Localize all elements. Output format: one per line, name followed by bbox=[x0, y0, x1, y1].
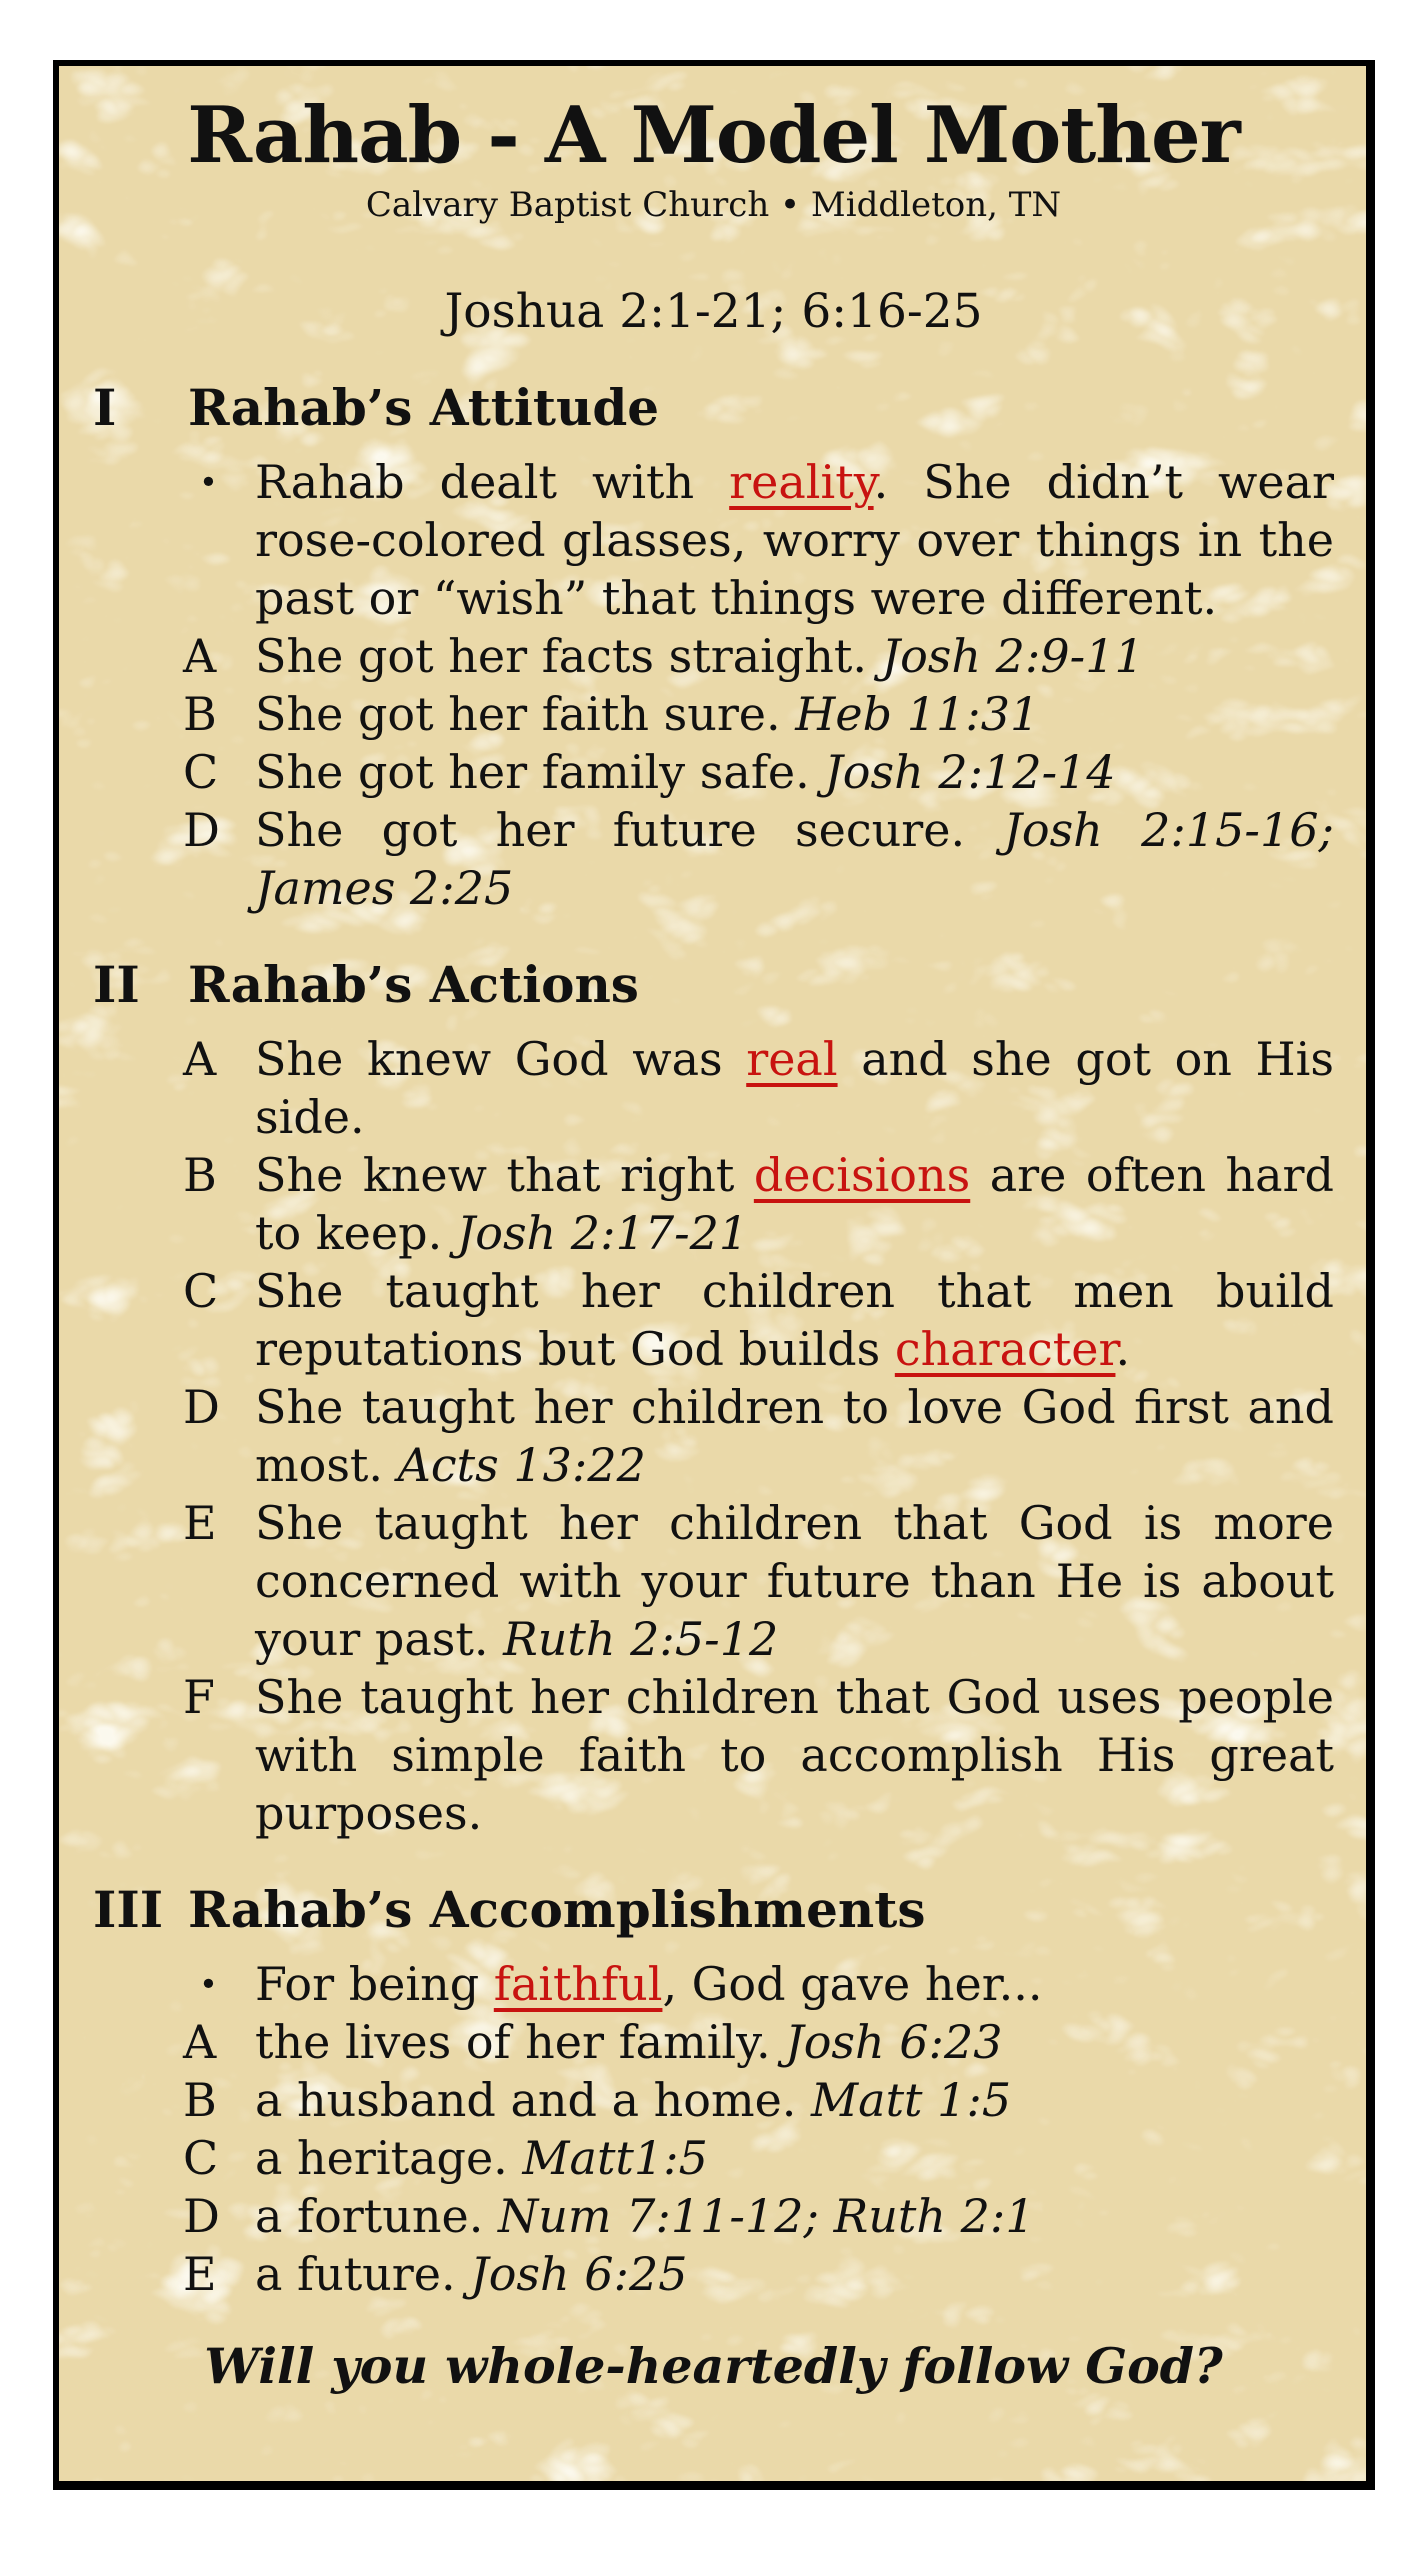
outline-section bbox=[93, 955, 1334, 1842]
outline-body bbox=[93, 378, 1334, 2303]
outline-item bbox=[183, 2129, 1334, 2187]
outline-content bbox=[59, 66, 1366, 2396]
letter-marker: B bbox=[183, 2073, 217, 2128]
item-text bbox=[255, 453, 1334, 627]
scripture-ref: Josh 2:9-11 bbox=[881, 629, 1144, 684]
section-title: Rahab’s Actions bbox=[188, 955, 639, 1015]
item-text bbox=[255, 685, 1334, 743]
letter-marker: D bbox=[183, 2189, 220, 2244]
section-title: Rahab’s Accomplishments bbox=[188, 1880, 926, 1940]
item-text bbox=[255, 627, 1334, 685]
item-text bbox=[255, 2129, 1334, 2187]
plain-text: a fortune. bbox=[255, 2189, 498, 2244]
outline-item bbox=[183, 801, 1334, 917]
letter-marker: B bbox=[183, 687, 217, 742]
bullet-marker: • bbox=[199, 463, 218, 502]
outline-item bbox=[183, 2245, 1334, 2303]
plain-text: She taught her children that men build reputations but God builds bbox=[255, 1264, 1334, 1377]
scripture-ref: Num 7:11-12; Ruth 2:1 bbox=[497, 2189, 1035, 2244]
letter-marker: C bbox=[183, 745, 219, 800]
plain-text: She got her facts straight. bbox=[255, 629, 882, 684]
item-text bbox=[255, 2245, 1334, 2303]
letter-marker: C bbox=[183, 1264, 219, 1319]
outline-item bbox=[183, 627, 1334, 685]
page-title: Rahab - A Model Mother bbox=[187, 90, 1240, 181]
plain-text: She got her faith sure. bbox=[255, 687, 796, 742]
letter-marker: E bbox=[183, 1496, 217, 1551]
plain-text: Rahab dealt with bbox=[255, 455, 730, 510]
plain-text: She knew God was bbox=[255, 1032, 747, 1087]
item-text bbox=[255, 2071, 1334, 2129]
bordered-page bbox=[53, 60, 1375, 2490]
outline-item bbox=[183, 1955, 1334, 2013]
plain-text: a future. bbox=[255, 2247, 471, 2302]
scripture-ref: Matt1:5 bbox=[522, 2131, 708, 2186]
letter-marker: F bbox=[183, 1670, 215, 1725]
plain-text: . She didn’t wear rose-colored glasses, worry over things in the past or “wish” that things were different. bbox=[255, 455, 1335, 626]
emphasis-red: character bbox=[894, 1322, 1116, 1377]
plain-text: the lives of her family. bbox=[255, 2015, 786, 2070]
outline-section bbox=[93, 378, 1334, 917]
letter-marker: D bbox=[183, 803, 220, 858]
plain-text: She taught her children that God uses people with simple faith to accomplish His great purposes. bbox=[255, 1670, 1334, 1841]
letter-marker: C bbox=[183, 2131, 219, 2186]
item-text bbox=[255, 2013, 1334, 2071]
outline-item bbox=[183, 2013, 1334, 2071]
masthead bbox=[93, 92, 1334, 226]
letter-marker: E bbox=[183, 2247, 217, 2302]
outline-item bbox=[183, 2187, 1334, 2245]
plain-text: She got her future secure. bbox=[255, 803, 1004, 858]
scripture-ref: Ruth 2:5-12 bbox=[503, 1612, 779, 1667]
plain-text: She knew that right bbox=[255, 1148, 754, 1203]
section-heading bbox=[93, 378, 1334, 437]
outline-item bbox=[183, 1668, 1334, 1842]
section-numeral: III bbox=[93, 1880, 164, 1940]
church-subtitle: Calvary Baptist Church • Middleton, TN bbox=[365, 184, 1062, 225]
plain-text: She taught her children that God is more concerned with your future than He is about your past. bbox=[255, 1496, 1334, 1667]
section-numeral: II bbox=[93, 955, 140, 1015]
plain-text: , God gave her... bbox=[662, 1957, 1043, 2012]
scripture-ref: Josh 2:15-16; James 2:25 bbox=[255, 803, 1334, 916]
scripture-ref: Josh 2:12-14 bbox=[824, 745, 1116, 800]
outline-item bbox=[183, 1494, 1334, 1668]
scripture-heading: Joshua 2:1-21; 6:16-25 bbox=[444, 283, 983, 339]
scripture-ref: Heb 11:31 bbox=[795, 687, 1040, 742]
section-numeral: I bbox=[93, 378, 117, 438]
outline-item bbox=[183, 685, 1334, 743]
plain-text: She taught her children to love God first and most. bbox=[255, 1380, 1334, 1493]
section-heading bbox=[93, 955, 1334, 1014]
emphasis-red: faithful bbox=[493, 1957, 663, 2012]
plain-text: For being bbox=[255, 1957, 494, 2012]
letter-marker: B bbox=[183, 1148, 217, 1203]
outline-item bbox=[183, 1378, 1334, 1494]
outline-item bbox=[183, 1146, 1334, 1262]
scripture-ref: Josh 2:17-21 bbox=[456, 1206, 749, 1261]
plain-text: . bbox=[1115, 1322, 1131, 1377]
closing-question: Will you whole-heartedly follow God? bbox=[204, 2337, 1223, 2396]
item-text bbox=[255, 743, 1334, 801]
letter-marker: A bbox=[183, 629, 217, 684]
letter-marker: D bbox=[183, 1380, 220, 1435]
letter-marker: A bbox=[183, 1032, 217, 1087]
section-title: Rahab’s Attitude bbox=[188, 378, 660, 438]
outline-item bbox=[183, 453, 1334, 627]
item-text bbox=[255, 801, 1334, 917]
item-text bbox=[255, 1955, 1334, 2013]
plain-text: She got her family safe. bbox=[255, 745, 825, 800]
item-text bbox=[255, 1030, 1334, 1146]
item-text bbox=[255, 1262, 1334, 1378]
scripture-ref: Josh 6:23 bbox=[785, 2015, 1003, 2070]
plain-text: and she got on His side. bbox=[255, 1032, 1334, 1145]
outline-item bbox=[183, 1030, 1334, 1146]
scripture-ref: Acts 13:22 bbox=[397, 1438, 646, 1493]
outline-section bbox=[93, 1880, 1334, 2303]
section-heading bbox=[93, 1880, 1334, 1939]
letter-marker: A bbox=[183, 2015, 217, 2070]
scripture-ref: Matt 1:5 bbox=[811, 2073, 1012, 2128]
item-text bbox=[255, 1146, 1334, 1262]
item-text bbox=[255, 2187, 1334, 2245]
outline-item bbox=[183, 743, 1334, 801]
outline-item bbox=[183, 1262, 1334, 1378]
plain-text: are often hard to keep. bbox=[255, 1148, 1334, 1261]
bullet-marker: • bbox=[199, 1965, 218, 2004]
plain-text: a husband and a home. bbox=[255, 2073, 812, 2128]
scripture-ref: Josh 6:25 bbox=[470, 2247, 688, 2302]
item-text bbox=[255, 1378, 1334, 1494]
emphasis-red: reality bbox=[729, 455, 874, 510]
plain-text: a heritage. bbox=[255, 2131, 523, 2186]
emphasis-red: real bbox=[746, 1032, 838, 1087]
emphasis-red: decisions bbox=[753, 1148, 971, 1203]
item-text bbox=[255, 1668, 1334, 1842]
item-text bbox=[255, 1494, 1334, 1668]
outline-item bbox=[183, 2071, 1334, 2129]
